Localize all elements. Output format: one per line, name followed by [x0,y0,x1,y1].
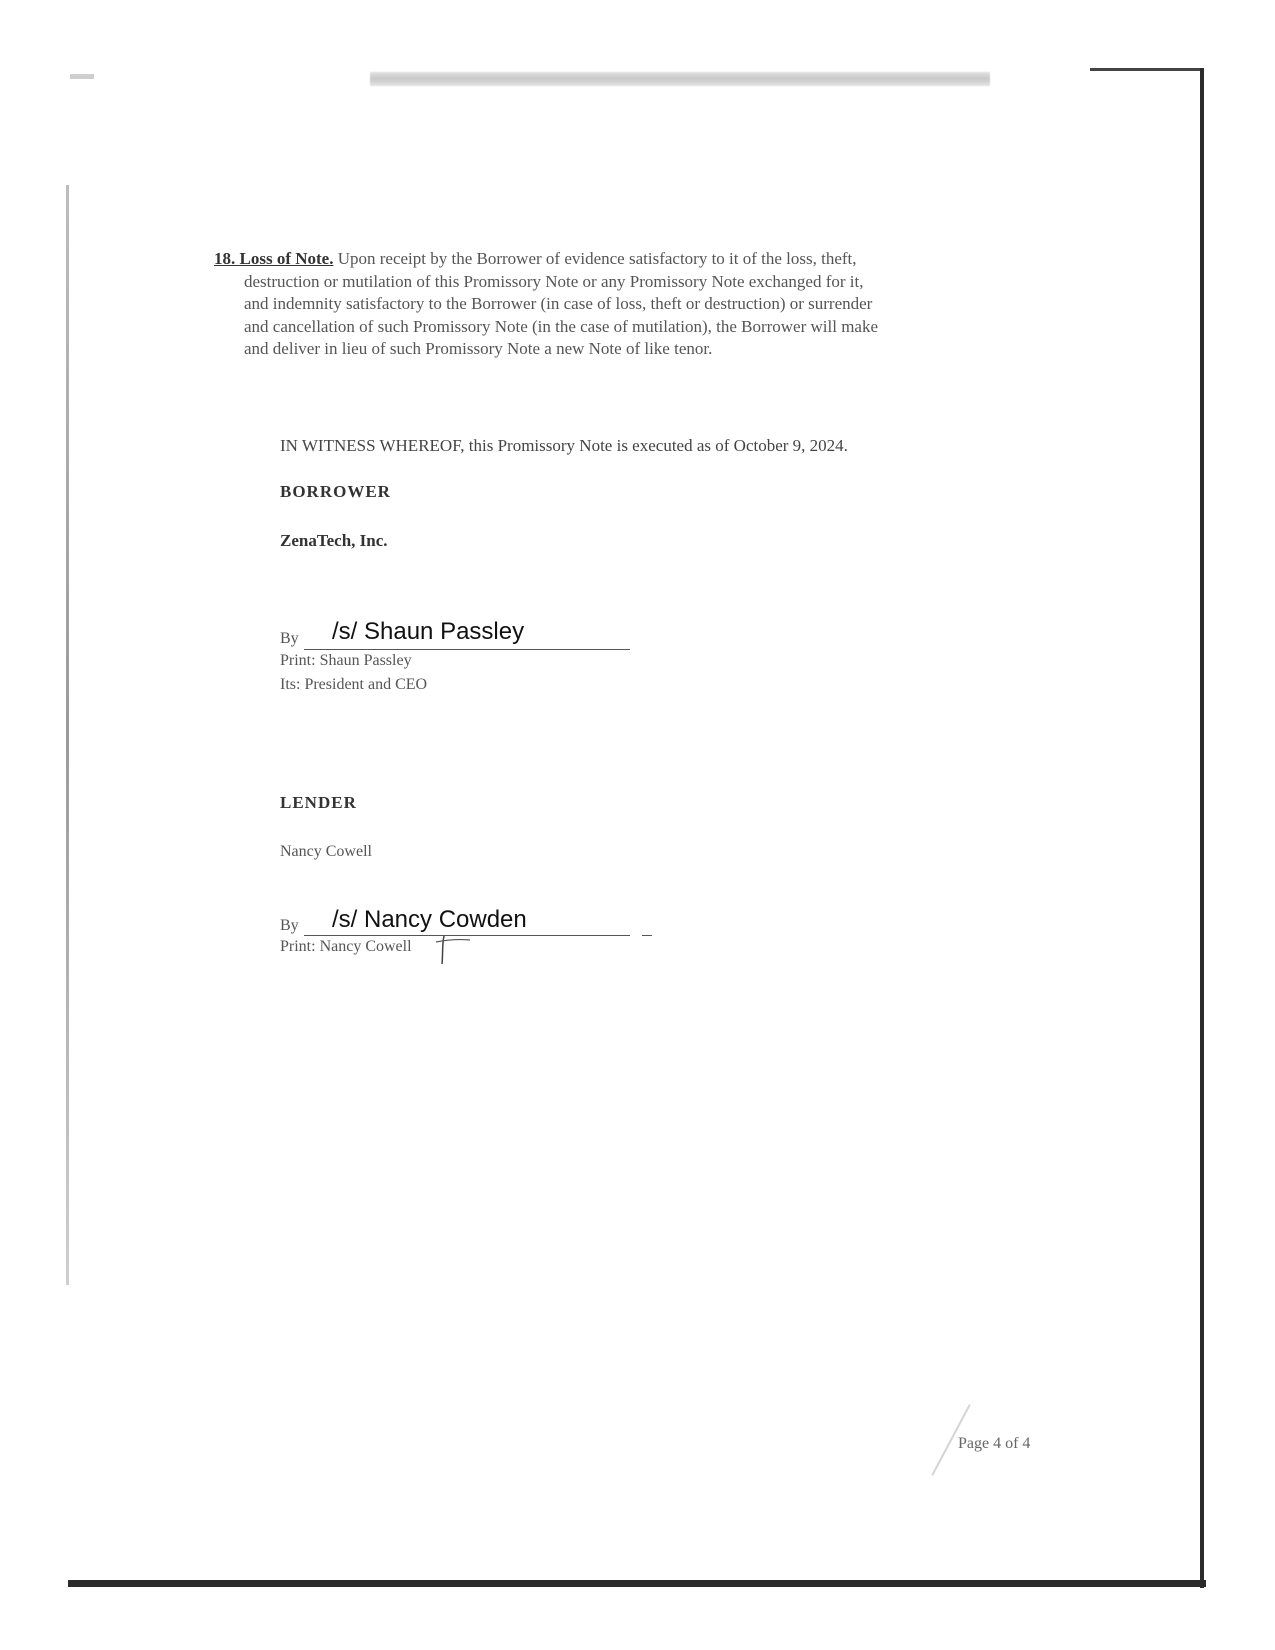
section-first-line [214,248,1044,271]
section-text-line: and indemnity satisfactory to the Borrower (in case of loss, theft or destruction) or surrender [244,294,873,313]
lender-signature: /s/ Nancy Cowden [332,906,527,933]
lender-by-label: By [280,917,299,934]
handwritten-scribble [430,930,480,970]
scan-artifact [1090,68,1202,71]
borrower-print-name: Print: Shaun Passley [280,652,412,669]
section-loss-of-note [214,248,1044,361]
borrower-by-label: By [280,630,299,647]
scan-artifact [70,74,94,79]
borrower-heading: BORROWER [280,482,391,501]
section-text-line: Upon receipt by the Borrower of evidence satisfactory to it of the loss, theft, [337,249,857,268]
section-text-line: and cancellation of such Promissory Note (in the case of mutilation), the Borrower will make [244,316,879,336]
scan-artifact [370,72,990,86]
witness-statement: IN WITNESS WHEREOF, this Promissory Note is executed as of October 9, 2024. [280,436,848,455]
lender-heading: LENDER [280,793,357,812]
scan-edge [66,185,69,1285]
borrower-company: ZenaTech, Inc. [280,531,388,550]
borrower-signature-line [304,649,630,650]
section-text-line: destruction or mutilation of this Promissory Note or any Promissory Note exchanged for it, [244,271,864,291]
scan-edge [68,1580,1206,1587]
lender-print-name: Print: Nancy Cowell [280,938,412,955]
borrower-title: Its: President and CEO [280,676,428,693]
borrower-signature: /s/ Shaun Passley [332,618,525,645]
lender-signature-line-tail [642,935,652,936]
scan-edge [1200,68,1204,1588]
page-number: Page 4 of 4 [958,1435,1031,1452]
section-heading: 18. Loss of Note. [214,249,334,268]
section-text-line: and deliver in lieu of such Promissory Note a new Note of like tenor. [244,339,713,358]
lender-name: Nancy Cowell [280,843,372,860]
